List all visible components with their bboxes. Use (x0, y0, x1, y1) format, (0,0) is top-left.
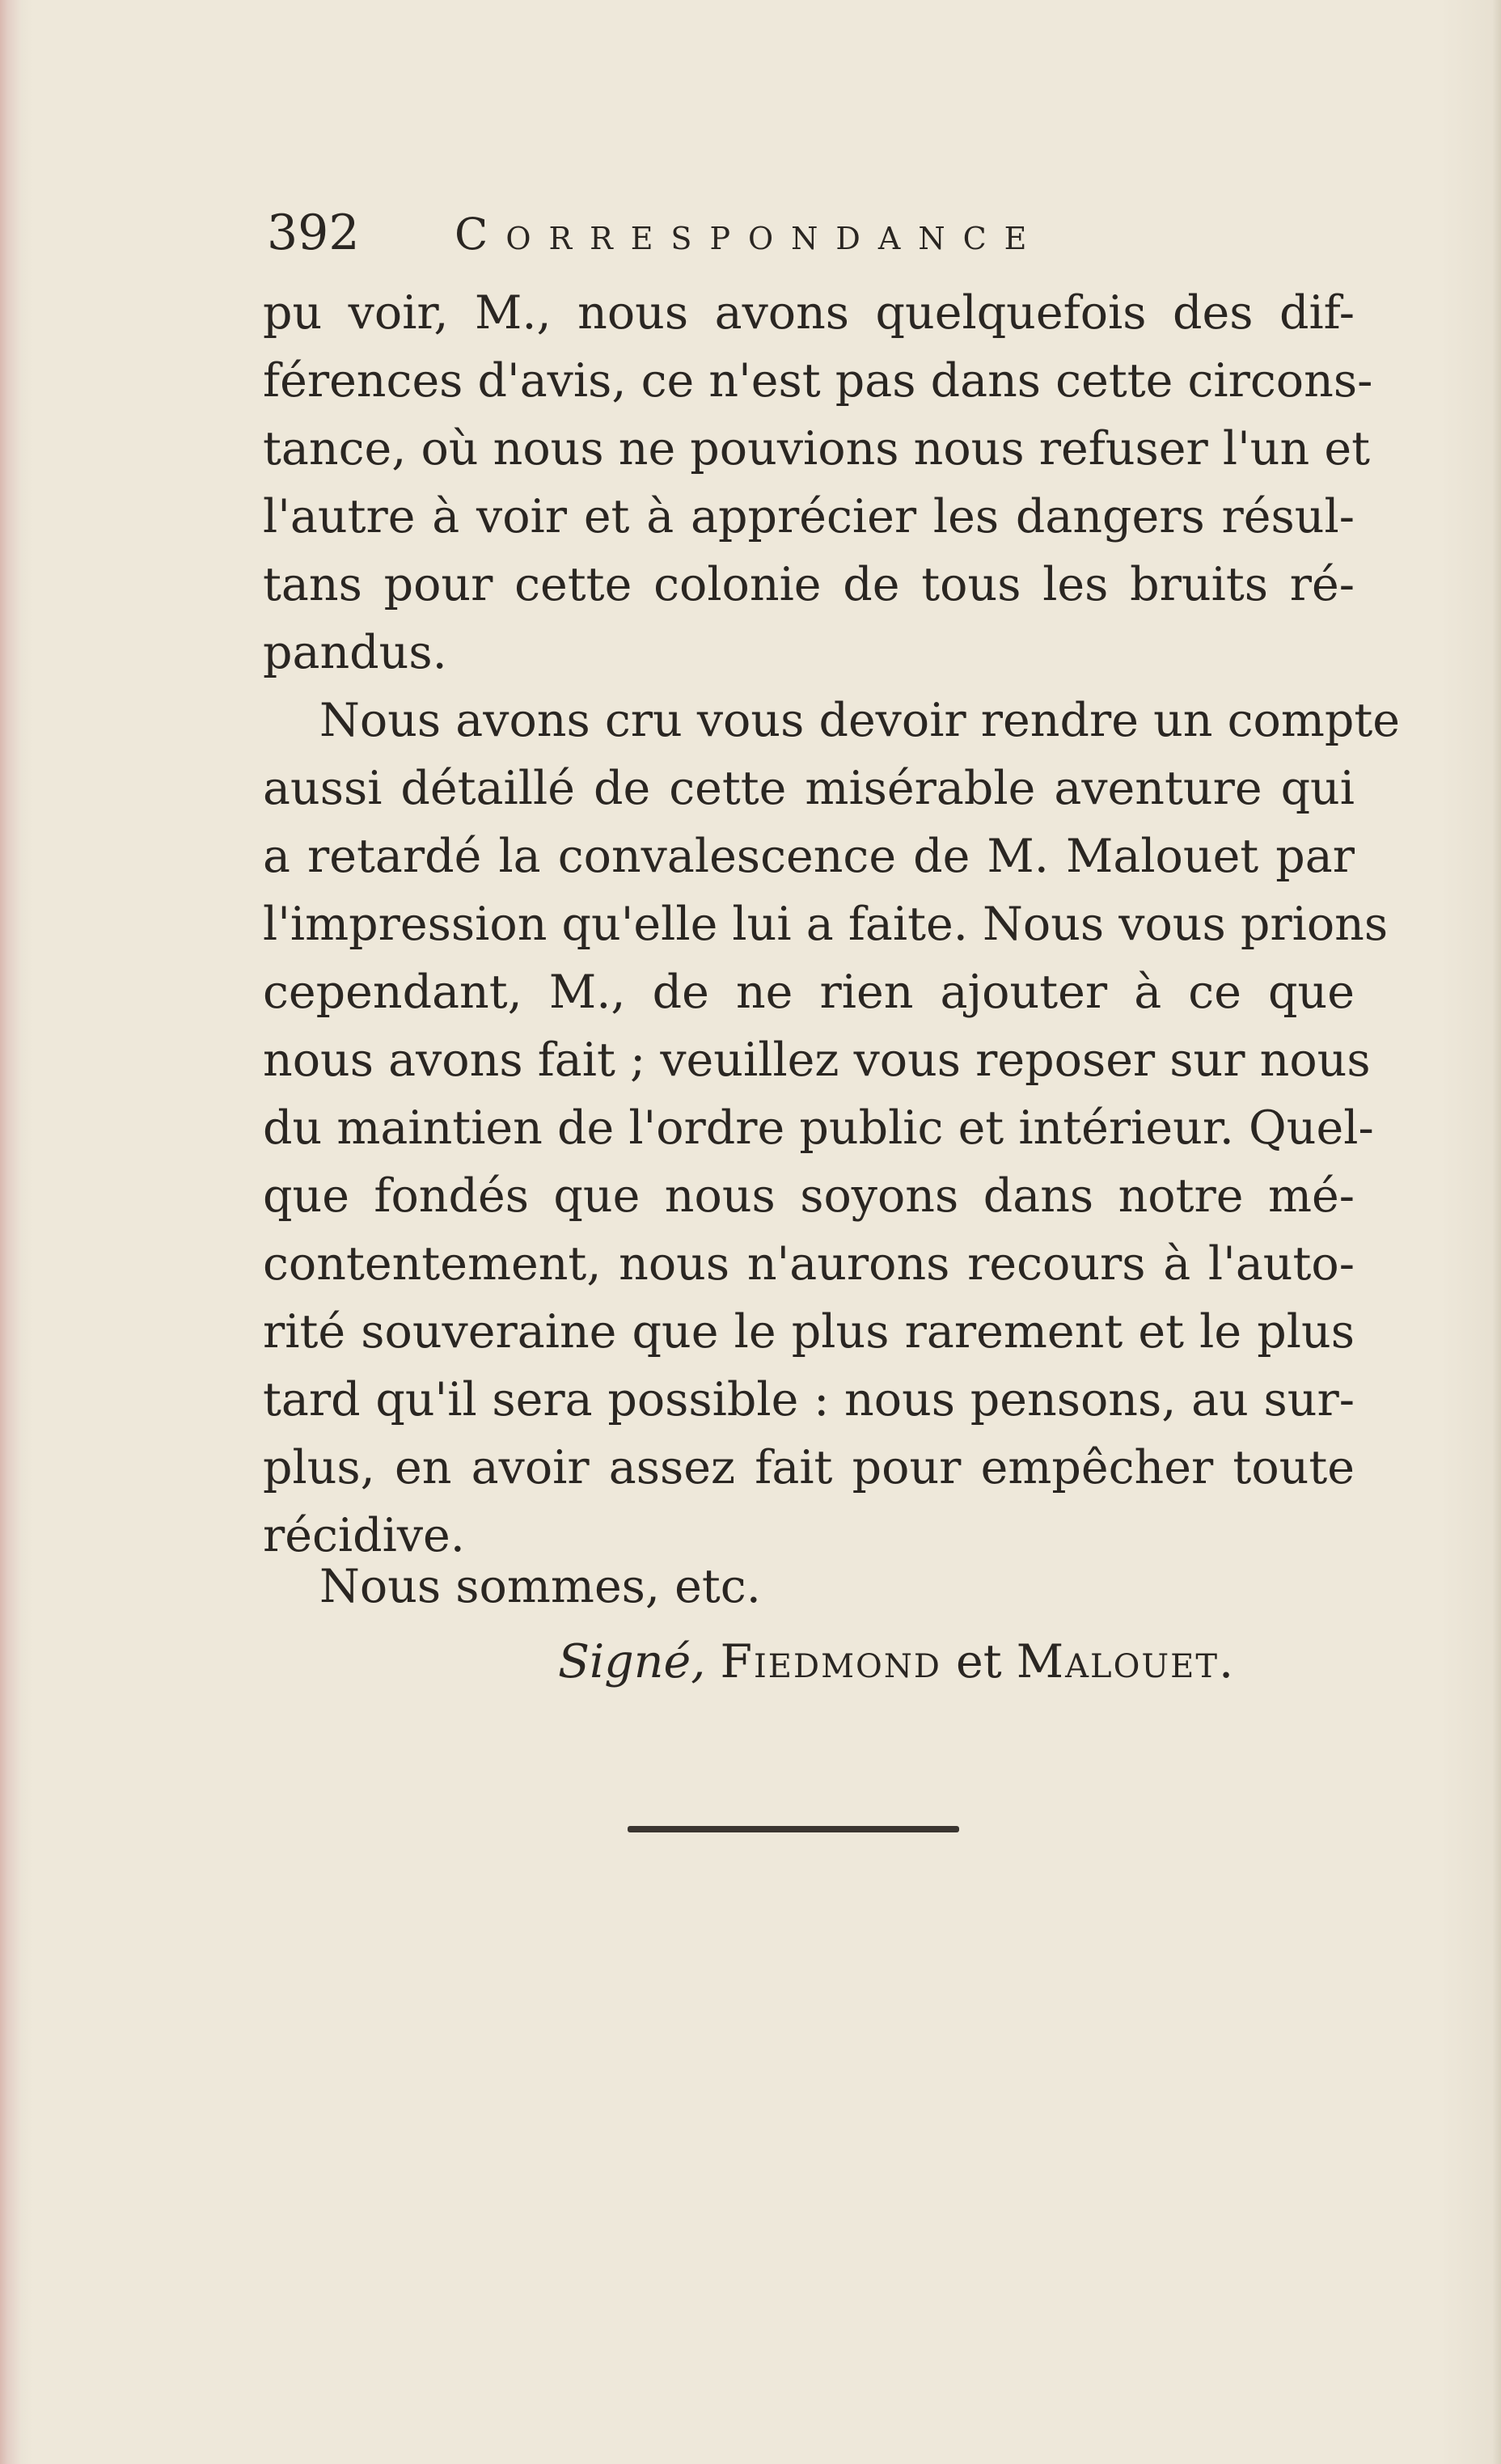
text-line: a retardé la convalescence de M. Malouet par (263, 830, 1355, 883)
signature-conjunction: et (956, 1635, 1002, 1688)
text-line: rité souveraine que le plus rarement et le plus (263, 1305, 1355, 1359)
signature-prefix: Signé, (558, 1635, 706, 1688)
text-line: tans pour cette colonie de tous les bruits ré- (263, 558, 1355, 611)
text-line: pandus. (263, 626, 447, 679)
text-line: du maintien de l'ordre public et intérieur. Quel- (263, 1101, 1374, 1155)
closing-formula: Nous sommes, etc. (319, 1560, 761, 1613)
text-line: nous avons fait ; veuillez vous reposer sur nous (263, 1033, 1371, 1087)
page-number: 392 (267, 205, 360, 261)
running-head: Correspondance (455, 209, 1045, 260)
text-line: férences d'avis, ce n'est pas dans cette circons- (263, 354, 1373, 408)
text-line: pu voir, M., nous avons quelquefois des dif- (263, 286, 1355, 340)
signature-name-malouet: Malouet. (1016, 1635, 1236, 1688)
text-line: tance, où nous ne pouvions nous refuser l'un et (263, 422, 1370, 475)
signature (558, 1625, 1235, 1698)
text-line: aussi détaillé de cette misérable aventure qui (263, 762, 1355, 815)
text-line: contentement, nous n'aurons recours à l'auto- (263, 1237, 1355, 1291)
text-line: l'autre à voir et à apprécier les dangers résul- (263, 490, 1355, 543)
text-line: plus, en avoir assez fait pour empêcher toute (263, 1441, 1355, 1494)
signature-name-fiedmond: Fiedmond (720, 1635, 941, 1688)
text-line: que fondés que nous soyons dans notre mé- (263, 1169, 1355, 1223)
text-line: l'impression qu'elle lui a faite. Nous vous prions (263, 898, 1389, 951)
page-header (267, 198, 1318, 271)
text-line: tard qu'il sera possible : nous pensons, au sur- (263, 1373, 1355, 1426)
body-text (263, 279, 1401, 1570)
text-line: Nous avons cru vous devoir rendre un compte (319, 694, 1401, 747)
text-line: récidive. (263, 1509, 465, 1562)
page-edge-right (1493, 0, 1501, 2464)
text-line: cependant, M., de ne rien ajouter à ce que (263, 966, 1355, 1019)
section-rule (628, 1826, 959, 1832)
page-edge-left (0, 0, 21, 2464)
